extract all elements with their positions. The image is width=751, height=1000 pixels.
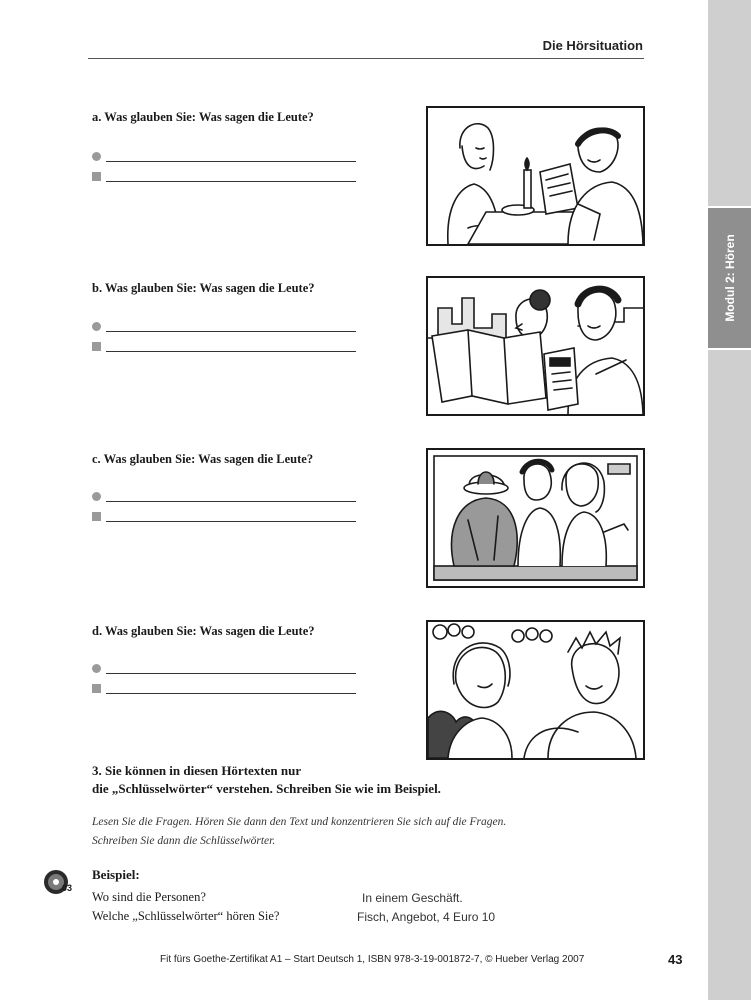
footer-citation: Fit fürs Goethe-Zertifikat A1 – Start Deutsch 1, ISBN 978-3-19-001872-7, © Hueber Verlag 2007: [160, 954, 585, 965]
circle-bullet-icon: [92, 152, 101, 161]
square-bullet-icon: [92, 512, 101, 521]
example-answer-1: In einem Geschäft.: [362, 891, 463, 905]
question-a: a. Was glauben Sie: Was sagen die Leute?: [92, 110, 314, 124]
side-strip: [708, 0, 751, 1000]
exercise-title-line-2: die „Schlüsselwörter“ verstehen. Schreiben Sie wie im Beispiel.: [92, 781, 441, 796]
example-question-1: Wo sind die Personen?: [92, 890, 206, 904]
question-d: d. Was glauben Sie: Was sagen die Leute?: [92, 624, 315, 638]
square-bullet-icon: [92, 342, 101, 351]
illustration-shop-window: [426, 448, 645, 588]
exercise-title-line-1: 3. Sie können in diesen Hörtexten nur: [92, 763, 302, 778]
square-bullet-icon: [92, 172, 101, 181]
answer-line-a-2[interactable]: [92, 170, 356, 184]
answer-line-a-1[interactable]: [92, 150, 356, 164]
illustration-newspaper: [426, 276, 645, 416]
illustration-restaurant: [426, 106, 645, 246]
header-rule: [88, 58, 644, 59]
answer-line-b-2[interactable]: [92, 340, 356, 354]
exercise-instructions: [92, 813, 506, 851]
circle-bullet-icon: [92, 664, 101, 673]
example-answer-2: Fisch, Angebot, 4 Euro 10: [357, 910, 496, 924]
answer-line-d-2[interactable]: [92, 682, 356, 696]
answer-line-c-2[interactable]: [92, 510, 356, 524]
cd-track-number: 03: [62, 883, 73, 893]
square-bullet-icon: [92, 684, 101, 693]
illustration-party: [426, 620, 645, 760]
circle-bullet-icon: [92, 322, 101, 331]
example-label: Beispiel:: [92, 867, 140, 882]
instruction-line-2: Schreiben Sie dann die Schlüsselwörter.: [92, 835, 276, 847]
question-c: c. Was glauben Sie: Was sagen die Leute?: [92, 452, 314, 466]
module-tab-label: Modul 2: Hören: [722, 234, 737, 322]
example-question-2: Welche „Schlüsselwörter“ hören Sie?: [92, 909, 280, 923]
page-number: 43: [668, 952, 683, 967]
module-tab[interactable]: [708, 206, 751, 350]
answer-line-b-1[interactable]: [92, 320, 356, 334]
answer-line-d-1[interactable]: [92, 662, 356, 676]
answer-line-c-1[interactable]: [92, 490, 356, 504]
section-title: Die Hörsituation: [542, 38, 643, 53]
circle-bullet-icon: [92, 492, 101, 501]
instruction-line-1: Lesen Sie die Fragen. Hören Sie dann den Text und konzentrieren Sie sich auf die Fragen.: [92, 816, 507, 828]
question-b: b. Was glauben Sie: Was sagen die Leute?: [92, 281, 315, 295]
exercise-title: [92, 762, 441, 798]
